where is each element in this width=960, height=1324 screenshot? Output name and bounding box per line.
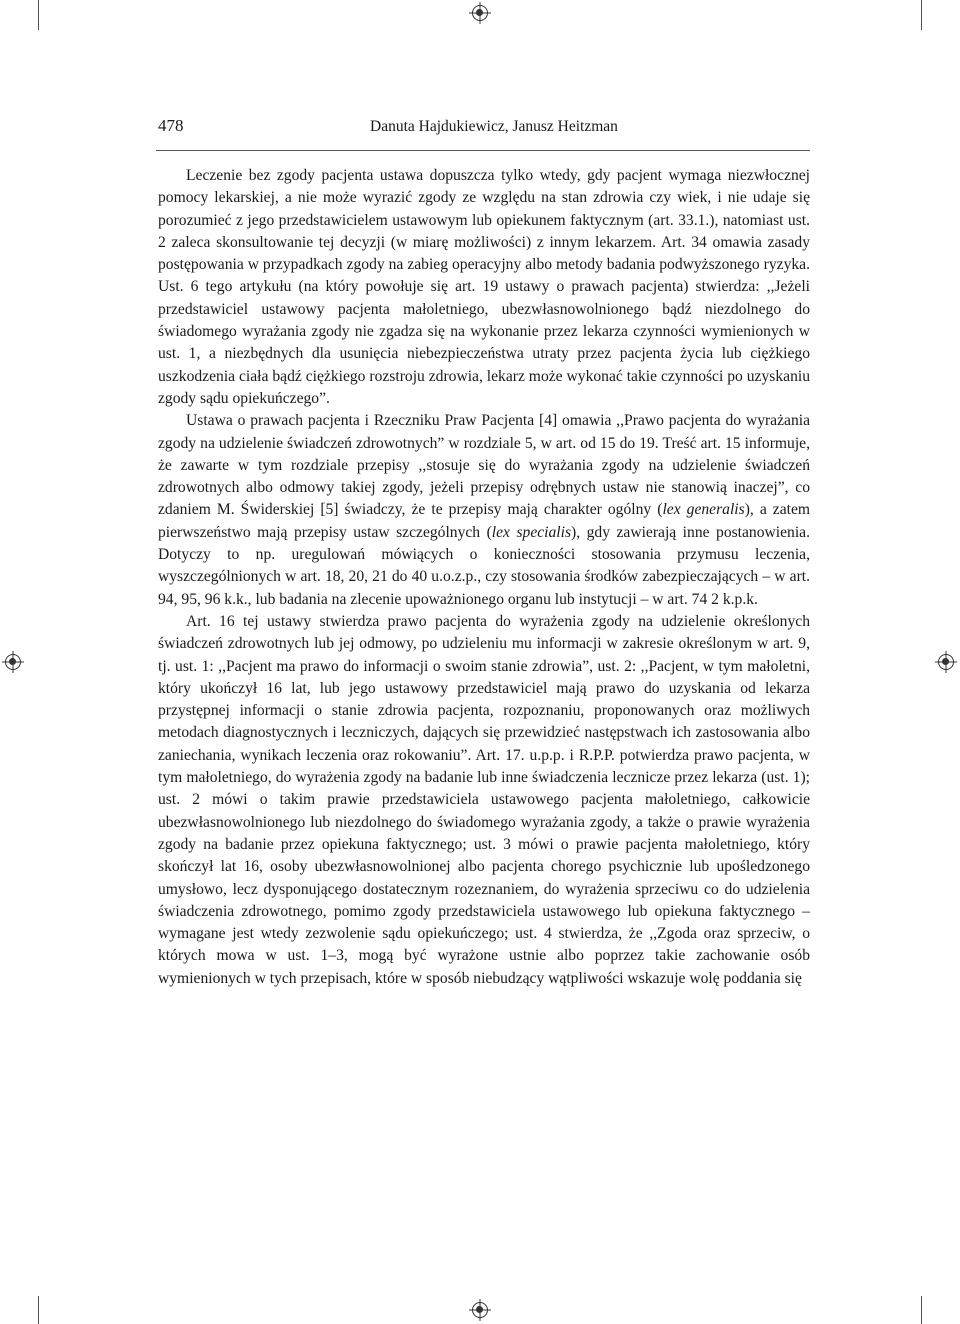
running-head-authors: Danuta Hajdukiewicz, Janusz Heitzman	[370, 118, 618, 135]
body-text	[158, 165, 810, 990]
paragraph-1: Leczenie bez zgody pacjenta ustawa dopuszcza tylko wtedy, gdy pacjent wymaga niezwłocznej pomocy lekarskiej, a nie może wyrazić zgody ze względu na stan zdrowia czy wiek, i nie udaje się porozumieć z jego przedstawicielem ustawowym lub opiekunem faktycznym (art. 33.1.), natomiast ust. 2 zaleca skonsultowanie tej decyzji (w miarę możliwości) z innym lekarzem. Art. 34 omawia zasady postępowania w przypadkach zgody na zabieg operacyjny albo metody badania podwyższonego ryzyka. Ust. 6 tego artykułu (na który powołuje się art. 19 ustawy o prawach pacjenta) stwierdza: ,,Jeżeli przedstawiciel ustawowy pacjenta małoletniego, ubezwłasnowolnionego bądź niezdolnego do świadomego wyrażania zgody nie zgadza się na wykonanie przez lekarza czynności wymienionych w ust. 1, a niezbędnych dla usunięcia niebezpieczeństwa utraty przez pacjenta życia lub ciężkiego uszkodzenia ciała bądź ciężkiego rozstroju zdrowia, lekarz może wykonać takie czynności po uzyskaniu zgody sądu opiekuńczego”.	[158, 167, 810, 407]
paragraph-2-text-a: Ustawa o prawach pacjenta i Rzeczniku Praw Pacjenta [4] omawia ,,Prawo pacjenta do wyrażania zgody na udzielenie świadczeń zdrowotnych” w rozdziale 5, w art. od 15 do 19. Treść art. 15 informuje, że zawarte w tym rozdziale przepisy ,,stosuje się do wyrażania zgody na udzielenie świadczeń zdrowotnych albo odmowy takiej zgody, jeżeli przepisy odrębnych ustaw nie stanowią inaczej”, co zdaniem M. Świderskiej [5] świadczy, że te przepisy mają charakter ogólny (	[158, 412, 810, 519]
term-lex-generalis: lex generalis	[662, 501, 745, 519]
registration-mark-bottom-icon	[472, 1302, 488, 1318]
crop-mark-bottom-left	[38, 1296, 39, 1324]
term-lex-specialis: lex specialis	[491, 523, 572, 541]
crop-mark-top-right	[921, 0, 922, 30]
paragraph-2-text-b: ), a zatem pierwszeństwo mają przepisy ustaw szczególnych (	[158, 501, 810, 541]
paragraph-2-text-c: ), gdy zawierają inne postanowienia. Dotyczy to np. uregulowań mówiących o konieczności stosowania przymusu leczenia, wyszczególnionych w art. 18, 20, 21 do 40 u.o.z.p., czy stosowania środków zabezpieczających – w art. 94, 95, 96 k.k., lub badania na zlecenie upoważnionego organu lub instytucji – w art. 74 2 k.p.k.	[158, 523, 810, 608]
registration-mark-top-icon	[472, 5, 488, 21]
paragraph-2	[158, 410, 810, 611]
crop-mark-top-left	[38, 0, 39, 30]
page-header	[158, 116, 810, 140]
paragraph-3: Art. 16 tej ustawy stwierdza prawo pacjenta do wyrażenia zgody na udzielenie określonych świadczeń zdrowotnych lub jej odmowy, po udzieleniu mu informacji w zakresie określonym w art. 9, tj. ust. 1: ,,Pacjent ma prawo do informacji o swoim stanie zdrowia”, ust. 2: ,,Pacjent, w tym małoletni, który ukończył 16 lat, lub jego ustawowy przedstawiciel mają prawo do uzyskania od lekarza przystępnej informacji o stanie zdrowia pacjenta, rozpoznaniu, proponowanych oraz możliwych metodach diagnostycznych i leczniczych, dających się przewidzieć następstwach ich zastosowania albo zaniechania, wynikach leczenia oraz rokowaniu”. Art. 17. u.p.p. i R.P.P. potwierdza prawo pacjenta, w tym małoletniego, do wyrażenia zgody na badanie lub inne świadczenia lecznicze przez lekarza (ust. 1); ust. 2 mówi o takim prawie przedstawiciela ustawowego pacjenta małoletniego, całkowicie ubezwłasnowolnionego lub niezdolnego do świadomego wyrażania zgody, a także o prawie wyrażenia zgody na badanie przez opiekuna faktycznego; ust. 3 mówi o prawie pacjenta małoletniego, który skończył lat 16, osoby ubezwłasnowolnionej albo pacjenta chorego psychicznie lub upośledzonego umysłowo, lecz dysponującego dostatecznym rozeznaniem, do wyrażenia sprzeciwu co do udzielenia świadczenia zdrowotnego, pomimo zgody przedstawiciela ustawowego lub opiekuna faktycznego – wymagane jest wtedy zezwolenie sądu opiekuńczego; ust. 4 stwierdza, że ,,Zgoda oraz sprzeciw, o których mowa w ust. 1–3, mogą być wyrażone ustnie albo poprzez takie zachowanie osób wymienionych w tych przepisach, które w sposób niebudzący wątpliwości wskazuje wolę poddania się	[158, 612, 810, 987]
crop-mark-bottom-right	[921, 1296, 922, 1324]
registration-mark-right-icon	[938, 654, 954, 670]
registration-mark-left-icon	[5, 654, 21, 670]
header-rule	[156, 150, 810, 151]
page-number: 478	[158, 116, 184, 135]
